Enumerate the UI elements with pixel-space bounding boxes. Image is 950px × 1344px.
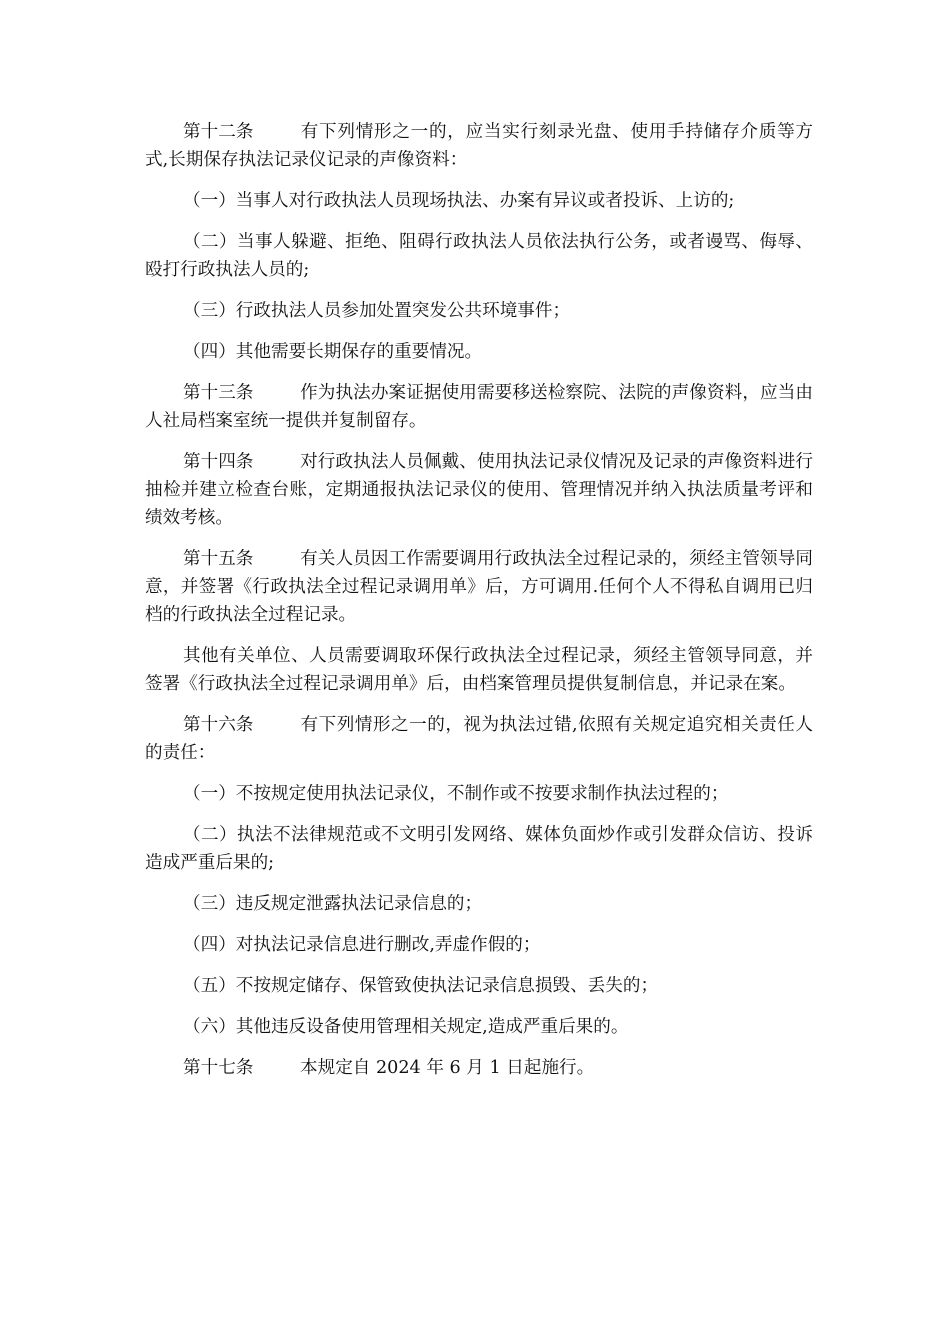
- article-number: 第十三条: [183, 383, 254, 403]
- article-text: 有下列情形之一的，视为执法过错,依照有关规定追究相关责任人的责任：: [145, 715, 813, 763]
- article-number: 第十七条: [183, 1058, 254, 1078]
- article-12-item-4: （四）其他需要长期保存的重要情况。: [183, 342, 483, 362]
- article-number: 第十四条: [183, 452, 254, 472]
- article-12: [145, 118, 813, 174]
- article-15: [145, 545, 813, 629]
- article-16-item-2: （二）执法不法律规范或不文明引发网络、媒体负面炒作或引发群众信访、投诉造成严重后果的;: [145, 825, 813, 873]
- article-number: 第十六条: [183, 715, 254, 735]
- article-17: [145, 1054, 813, 1082]
- article-12-item-3: （三）行政执法人员参加处置突发公共环境事件；: [183, 301, 571, 321]
- document-page: [145, 118, 813, 1095]
- article-text: 本规定自 2024 年 6 月 1 日起施行。: [300, 1058, 595, 1078]
- article-16-item-3: （三）违反规定泄露执法记录信息的；: [183, 894, 483, 914]
- article-text: 作为执法办案证据使用需要移送检察院、法院的声像资料，应当由人社局档案室统一提供并复制留存。: [145, 383, 813, 431]
- article-12-item-2: （二）当事人躲避、拒绝、阻碍行政执法人员依法执行公务，或者谩骂、侮辱、殴打行政执法人员的;: [145, 232, 813, 280]
- article-14: [145, 448, 813, 532]
- article-16: [145, 711, 813, 767]
- article-16-item-5: （五）不按规定储存、保管致使执法记录信息损毁、丢失的；: [183, 976, 659, 996]
- article-16-item-1: （一）不按规定使用执法记录仪，不制作或不按要求制作执法过程的；: [183, 784, 729, 804]
- article-text: 有关人员因工作需要调用行政执法全过程记录的，须经主管领导同意，并签署《行政执法全过程记录调用单》后，方可调用.任何个人不得私自调用已归档的行政执法全过程记录。: [145, 549, 813, 625]
- article-number: 第十五条: [183, 549, 254, 569]
- article-16-item-4: （四）对执法记录信息进行删改,弄虚作假的；: [183, 935, 541, 955]
- article-15-paragraph-2: 其他有关单位、人员需要调取环保行政执法全过程记录，须经主管领导同意，并签署《行政执法全过程记录调用单》后，由档案管理员提供复制信息，并记录在案。: [145, 646, 813, 694]
- article-13: [145, 379, 813, 435]
- article-number: 第十二条: [183, 122, 254, 142]
- article-text: 对行政执法人员佩戴、使用执法记录仪情况及记录的声像资料进行抽检并建立检查台账，定期通报执法记录仪的使用、管理情况并纳入执法质量考评和绩效考核。: [145, 452, 813, 528]
- article-16-item-6: （六）其他违反设备使用管理相关规定,造成严重后果的。: [183, 1017, 629, 1037]
- article-text: 有下列情形之一的，应当实行刻录光盘、使用手持储存介质等方式,长期保存执法记录仪记录的声像资料：: [145, 122, 813, 170]
- article-12-item-1: （一）当事人对行政执法人员现场执法、办案有异议或者投诉、上访的;: [183, 191, 735, 211]
